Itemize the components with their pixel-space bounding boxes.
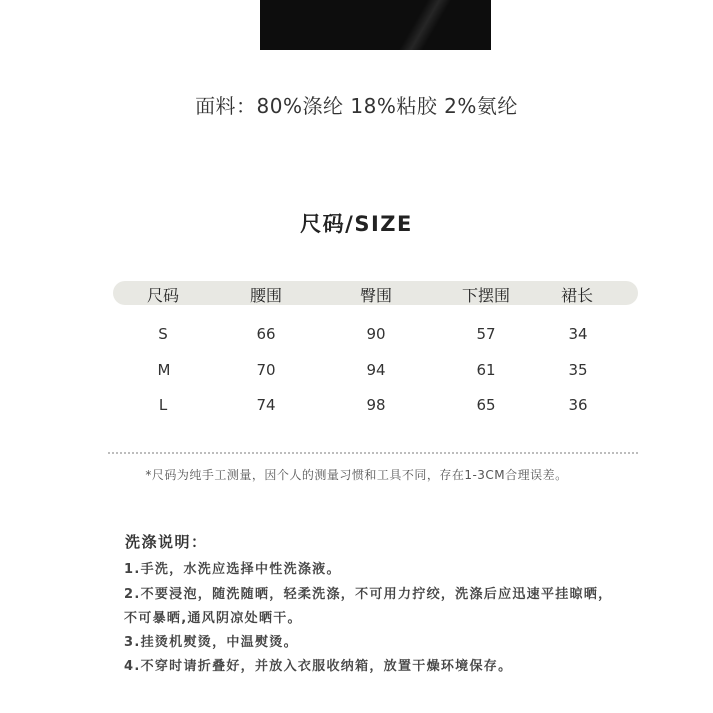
header-hip: 臀围 — [359, 286, 392, 305]
cell-hip-m: 94 — [366, 361, 386, 379]
cell-length-m: 35 — [568, 361, 588, 379]
cell-hem-s: 57 — [476, 325, 496, 343]
care-line-2-cont: 不可暴晒,通风阴凉处晒干。 — [124, 611, 302, 626]
cell-size-l: L — [158, 396, 168, 414]
cell-size-s: S — [158, 325, 168, 343]
cell-waist-l: 74 — [256, 396, 276, 414]
size-chart-title: 尺码/SIZE — [300, 212, 413, 236]
measurement-note: *尺码为纯手工测量，因个人的测量习惯和工具不同，存在1-3CM合理误差。 — [145, 468, 568, 482]
cell-size-m: M — [157, 361, 171, 379]
cell-hem-m: 61 — [476, 361, 496, 379]
cell-length-l: 36 — [568, 396, 588, 414]
care-line-3: 3.挂烫机熨烫，中温熨烫。 — [124, 635, 298, 650]
header-hem: 下摆围 — [461, 286, 510, 305]
cell-length-s: 34 — [568, 325, 588, 343]
care-line-4: 4.不穿时请折叠好，并放入衣服收纳箱，放置干燥环境保存。 — [124, 659, 513, 674]
cell-hip-s: 90 — [366, 325, 386, 343]
product-photo-bottom — [260, 0, 491, 50]
fabric-composition: 面料：80%涤纶 18%粘胶 2%氨纶 — [195, 94, 518, 118]
cell-hem-l: 65 — [476, 396, 496, 414]
cell-waist-m: 70 — [256, 361, 276, 379]
header-waist: 腰围 — [249, 286, 282, 305]
header-length: 裙长 — [560, 286, 593, 305]
care-line-2: 2.不要浸泡，随洗随晒，轻柔洗涤，不可用力拧绞，洗涤后应迅速平挂晾晒， — [124, 587, 613, 602]
header-size: 尺码 — [146, 286, 179, 305]
care-instructions-title: 洗涤说明： — [125, 533, 208, 551]
cell-waist-s: 66 — [256, 325, 276, 343]
cell-hip-l: 98 — [366, 396, 386, 414]
dotted-divider — [108, 452, 638, 454]
care-line-1: 1.手洗，水洗应选择中性洗涤液。 — [124, 562, 341, 577]
